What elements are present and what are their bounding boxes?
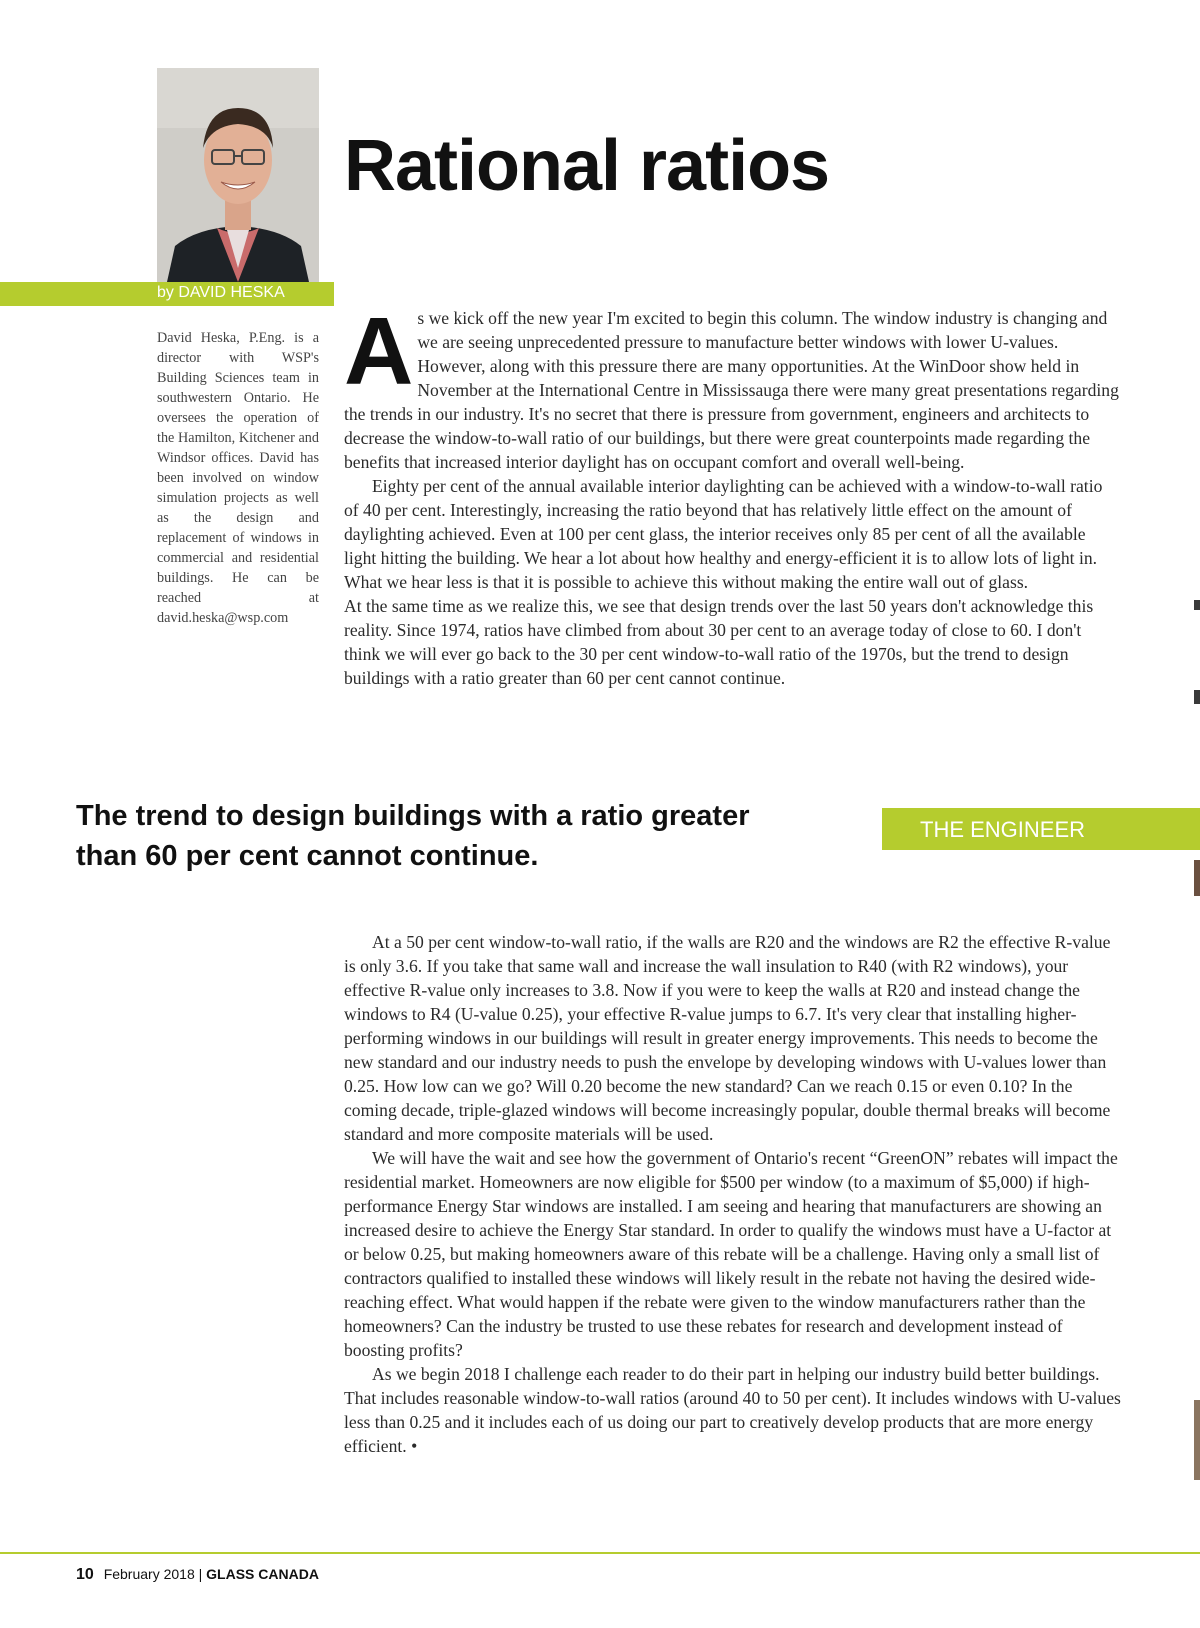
author-bio: David Heska, P.Eng. is a director with WSP's Building Sciences team in southwestern Ontario. He oversees the operation of the Hamilton, Kitchener and Windsor offices. David has been involved on window simulation projects as well as the design and replacement of windows in commercial and residential buildings. He can be reached at david.heska@wsp.com (157, 330, 319, 626)
article-title: Rational ratios (344, 126, 830, 206)
page-footer (76, 1566, 319, 1584)
page-edge-mark (1194, 1400, 1200, 1480)
author-photo (157, 68, 319, 282)
page-edge-mark (1194, 860, 1200, 896)
paragraph: At a 50 per cent window-to-wall ratio, if the walls are R20 and the windows are R2 the effective R-value is only 3.6. If you take that same wall and increase the wall insulation to R40 (with R2 windows), your effective R-value only increases to 3.8. Now if you were to keep the walls at R20 and instead change the windows to R4 (U-value 0.25), your effective R-value jumps to 6.7. It's very clear that installing higher-performing windows in our buildings will result in greater energy improvements. This needs to become the new standard and our industry needs to push the envelope by developing windows with U-values lower than 0.25. How low can we go? Will 0.20 become the new standard? Can we reach 0.15 or even 0.10? In the coming decade, triple-glazed windows will become increasingly popular, double thermal breaks will become standard and more composite materials will be used. (344, 932, 1111, 1144)
paragraph: Eighty per cent of the annual available interior daylighting can be achieved with a window-to-wall ratio of 40 per cent. Interestingly, increasing the ratio beyond that has relatively little effect on the amount of daylighting achieved. Even at 100 per cent glass, the interior receives only 85 per cent of all the available light hitting the building. We hear a lot about how healthy and energy-efficient it is to allow lots of light in. What we hear less is that it is possible to achieve this without making the entire wall out of glass. (344, 476, 1103, 592)
section-tag (882, 808, 1200, 850)
byline: by DAVID HESKA (157, 284, 285, 301)
paragraph: As we begin 2018 I challenge each reader to do their part in helping our industry build better buildings. That includes reasonable window-to-wall ratios (around 40 to 50 per cent). It includes windows with U-values less than 0.25 and it includes each of us doing our part to creatively develop products that are more energy efficient. • (344, 1364, 1121, 1456)
footer-rule (0, 1552, 1200, 1554)
paragraph: We will have the wait and see how the government of Ontario's recent “GreenON” rebates will impact the residential market. Homeowners are now eligible for $500 per window (to a maximum of $5,000) if high-performance Energy Star windows are installed. I am seeing and hearing that manufacturers are showing an increased desire to achieve the Energy Star standard. In order to qualify the windows must have a U-factor at or below 0.25, but making homeowners aware of this rebate will be a challenge. Having only a small list of contractors qualified to installed these windows will likely result in the rebate not having the desired wide-reaching effect. What would happen if the rebate were given to the window manufacturers rather than the homeowners? Can the industry be trusted to use these rebates for research and development instead of boosting profits? (344, 1148, 1118, 1360)
drop-cap: A (344, 298, 414, 405)
magazine-name: GLASS CANADA (206, 1566, 319, 1582)
article-body-bottom (344, 930, 1126, 1458)
paragraph: s we kick off the new year I'm excited to begin this column. The window industry is changing and we are seeing unprecedented pressure to manufacture better windows with lower U-values. However, along with this pressure there are many opportunities. At the WinDoor show held in November at the International Centre in Mississauga there were many great presentations regarding the trends in our industry. It's no secret that there is pressure from government, engineers and architects to decrease the window-to-wall ratio of our buildings, but there were great counterpoints made regarding the benefits that increased interior daylight has on occupant comfort and overall well-being. (344, 308, 1119, 472)
issue-date: February 2018 | (103, 1566, 203, 1582)
section-label: THE ENGINEER (920, 817, 1086, 842)
paragraph: At the same time as we realize this, we see that design trends over the last 50 years don't acknowledge this reality. Since 1974, ratios have climbed from about 30 per cent to an average today of close to 60. I don't think we will ever go back to the 30 per cent window-to-wall ratio of the 1970s, but the trend to design buildings with a ratio greater than 60 per cent cannot continue. (344, 596, 1094, 688)
pull-quote: The trend to design buildings with a ratio greater than 60 per cent cannot continue. (76, 800, 750, 872)
article-body-top (344, 298, 1119, 690)
page-edge-mark (1194, 600, 1200, 610)
page-number: 10 (76, 1566, 94, 1583)
page-edge-mark (1194, 690, 1200, 704)
